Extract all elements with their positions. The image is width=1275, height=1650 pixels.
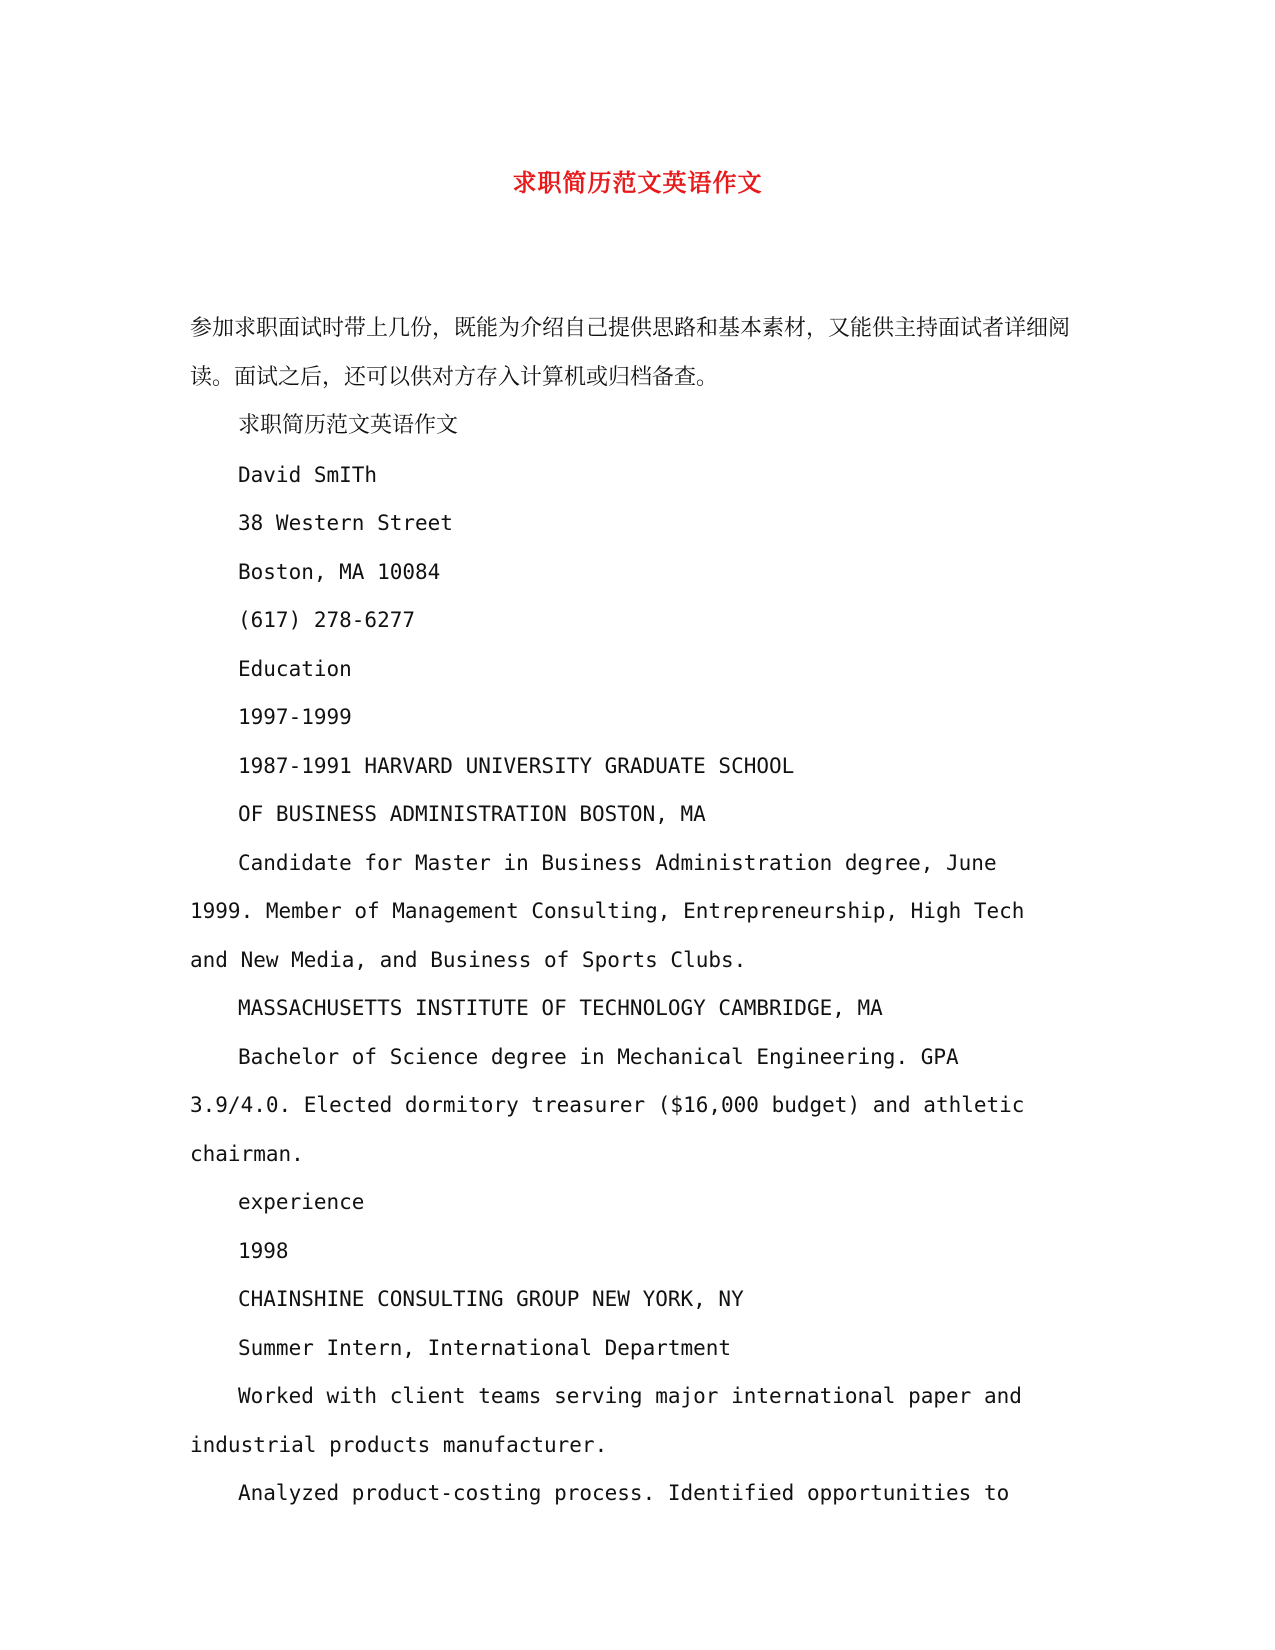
experience-year: 1998 [238,1238,289,1263]
address-street: 38 Western Street [238,511,453,535]
education-school-1-cont: OF BUSINESS ADMINISTRATION BOSTON, MA [238,802,706,826]
address-city: Boston, MA 10084 [238,559,441,584]
phone-number: (617) 278-6277 [238,608,416,632]
education-years-1: 1997-1999 [238,705,352,729]
experience-detail-2: Analyzed product-costing process. Identified opportunities to [238,1481,1010,1505]
section-education-heading: Education [238,656,352,681]
experience-role: Summer Intern, International Department [238,1335,732,1360]
education-school-2: MASSACHUSETTS INSTITUTE OF TECHNOLOGY CAMBRIDGE, MA [238,996,883,1020]
document-body [190,305,1070,1518]
subtitle-line: 求职简历范文英语作文 [238,413,459,438]
education-detail-1: Candidate for Master in Business Administration degree, June 1999. Member of Management Consulting, Entrepreneurship, High Tech and New Media, and Business of Sports Clubs. [190,850,1038,972]
intro-paragraph: 参加求职面试时带上几份，既能为介绍自己提供思路和基本素材，又能供主持面试者详细阅读。面试之后，还可以供对方存入计算机或归档备查。 [190,316,1071,390]
experience-detail-1: Worked with client teams serving major international paper and industrial products manufacturer. [190,1384,1035,1457]
applicant-name: David SmITh [238,462,378,487]
document-title: 求职简历范文英语作文 [512,168,763,197]
experience-company: CHAINSHINE CONSULTING GROUP NEW YORK, NY [238,1287,744,1311]
education-detail-2: Bachelor of Science degree in Mechanical Engineering. GPA 3.9/4.0. Elected dormitory treasurer ($16,000 budget) and athletic chairman. [190,1044,1038,1166]
education-school-1: 1987-1991 HARVARD UNIVERSITY GRADUATE SCHOOL [238,753,795,778]
section-experience-heading: experience [238,1190,365,1214]
